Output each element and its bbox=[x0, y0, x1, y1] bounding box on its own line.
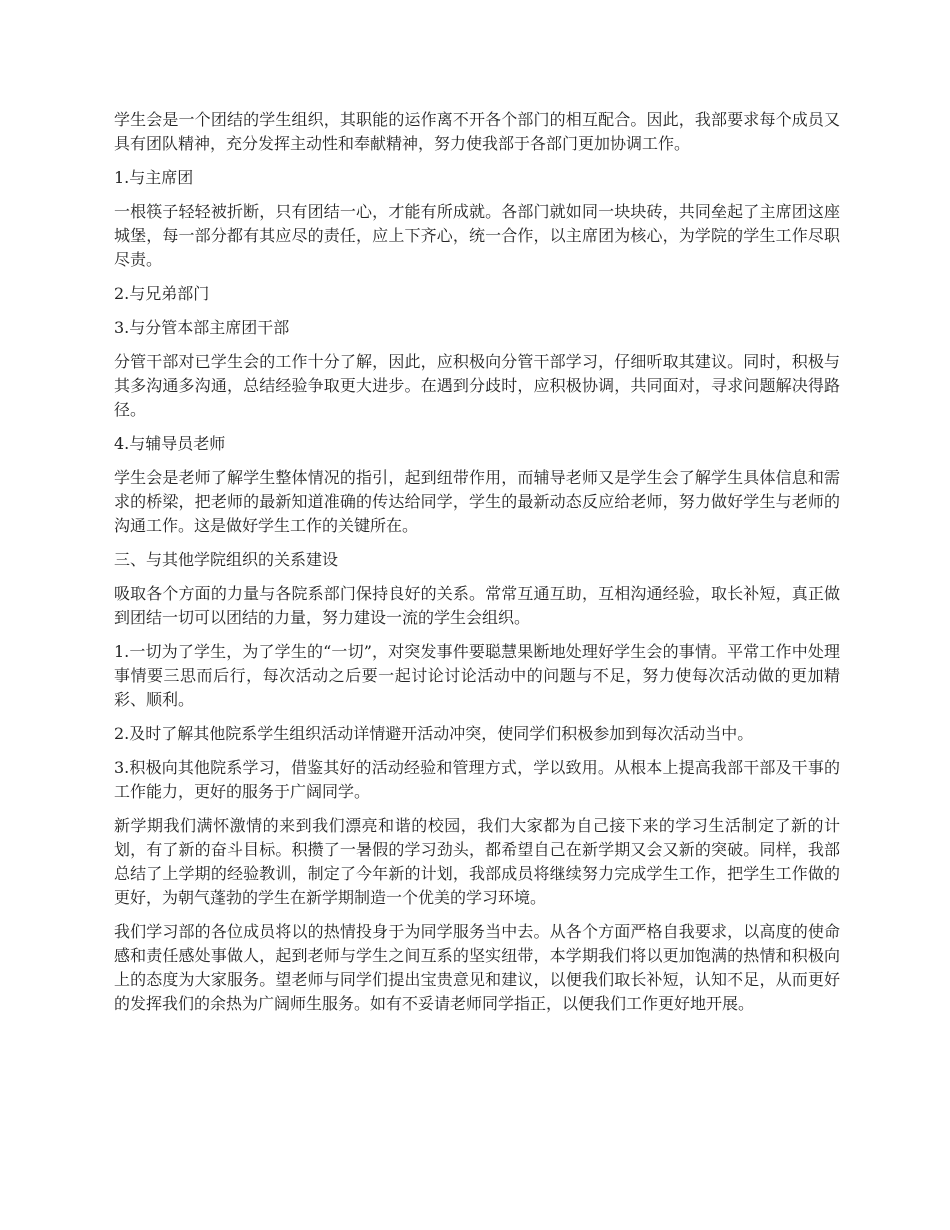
document-body bbox=[114, 108, 840, 1026]
paragraph-counselor: 学生会是老师了解学生整体情况的指引，起到纽带作用，而辅导老师又是学生会了解学生具体信息和需求的桥梁，把老师的最新知道准确的传达给同学，学生的最新动态反应给老师，努力做好学生与老师的沟通工作。这是做好学生工作的关键所在。 bbox=[114, 468, 840, 535]
heading-counselor: 4.与辅导员老师 bbox=[114, 434, 226, 453]
paragraph-presidium: 一根筷子轻轻被折断，只有团结一心，才能有所成就。各部门就如同一块块砖，共同垒起了主席团这座城堡，每一部分都有其应尽的责任，应上下齐心，统一合作，以主席团为核心，为学院的学生工作尽职尽责。 bbox=[114, 202, 840, 269]
paragraph-intro: 学生会是一个团结的学生组织，其职能的运作离不开各个部门的相互配合。因此，我部要求每个成员又具有团队精神，充分发挥主动性和奉献精神，努力使我部于各部门更加协调工作。 bbox=[114, 110, 840, 153]
paragraph-new-semester: 新学期我们满怀激情的来到我们漂亮和谐的校园，我们大家都为自己接下来的学习生活制定了新的计划，有了新的奋斗目标。积攒了一暑假的学习劲头，都希望自己在新学期又会又新的突破。同样，我部总结了上学期的经验教训，制定了今年新的计划，我部成员将继续努力完成学生工作，把学生工作做的更好，为朝气蓬勃的学生在新学期制造一个优美的学习环境。 bbox=[114, 816, 840, 907]
paragraph-point-2: 2.及时了解其他院系学生组织活动详情避开活动冲突，使同学们积极参加到每次活动当中。 bbox=[114, 724, 754, 743]
paragraph-point-3: 3.积极向其他院系学习，借鉴其好的活动经验和管理方式，学以致用。从根本上提高我部干部及干事的工作能力，更好的服务于广阔同学。 bbox=[114, 758, 840, 801]
paragraph-closing: 我们学习部的各位成员将以的热情投身于为同学服务当中去。从各个方面严格自我要求，以高度的使命感和责任感处事做人，起到老师与学生之间互系的坚实纽带，本学期我们将以更加饱满的热情和积极向上的态度为大家服务。望老师与同学们提出宝贵意见和建议，以便我们取长补短，认知不足，从而更好的发挥我们的余热为广阔师生服务。如有不妥请老师同学指正，以便我们工作更好地开展。 bbox=[114, 922, 840, 1013]
paragraph-point-1: 1.一切为了学生，为了学生的“一切”，对突发事件要聪慧果断地处理好学生会的事情。平常工作中处理事情要三思而后行，每次活动之后要一起讨论讨论活动中的问题与不足，努力使每次活动做的更加精彩、顺利。 bbox=[114, 642, 840, 709]
heading-presidium: 1.与主席团 bbox=[114, 168, 194, 187]
heading-sibling-departments: 2.与兄弟部门 bbox=[114, 284, 210, 303]
heading-supervising-cadres: 3.与分管本部主席团干部 bbox=[114, 318, 290, 337]
paragraph-other-colleges: 吸取各个方面的力量与各院系部门保持良好的关系。常常互通互助，互相沟通经验，取长补短，真正做到团结一切可以团结的力量，努力建设一流的学生会组织。 bbox=[114, 584, 840, 627]
paragraph-supervising-cadres: 分管干部对已学生会的工作十分了解，因此，应积极向分管干部学习，仔细听取其建议。同时，积极与其多沟通多沟通，总结经验争取更大进步。在遇到分歧时，应积极协调，共同面对，寻求问题解决得路径。 bbox=[114, 352, 840, 419]
heading-other-colleges: 三、与其他学院组织的关系建设 bbox=[114, 550, 339, 569]
